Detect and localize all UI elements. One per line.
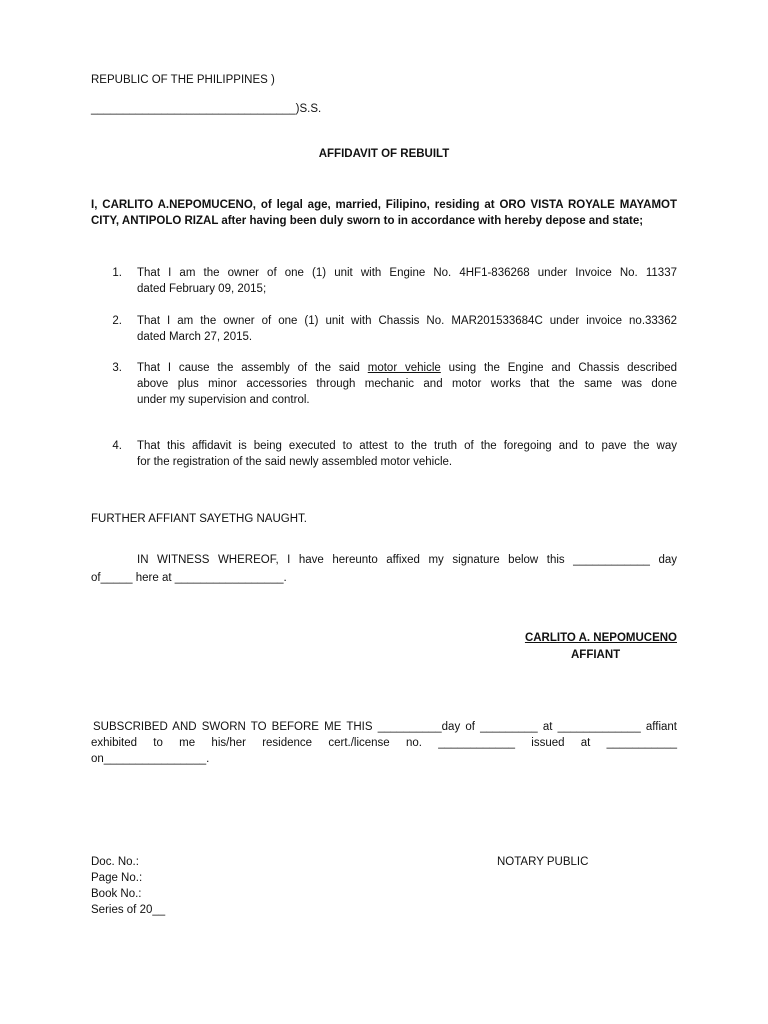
item-text	[137, 438, 677, 470]
affiant-label: AFFIANT	[571, 649, 621, 661]
document-title: AFFIDAVIT OF REBUILT	[318, 148, 450, 160]
item-line: under my supervision and control.	[137, 394, 310, 406]
book-no: Book No.:	[91, 888, 142, 900]
jurat-line-1: SUBSCRIBED AND SWORN TO BEFORE ME THIS __________day of _________ at _____________ affiant	[93, 721, 677, 733]
page-no: Page No.:	[91, 872, 143, 884]
item-line: dated March 27, 2015.	[137, 331, 253, 343]
intro-line-2: CITY, ANTIPOLO RIZAL after having been duly sworn to in accordance with hereby depose and state;	[91, 215, 644, 227]
jurat-line-2: exhibited to me his/her residence cert./license no. ____________ issued at ___________	[91, 737, 677, 749]
doc-no: Doc. No.:	[91, 856, 139, 868]
item-text	[137, 313, 677, 345]
affiant-name: CARLITO A. NEPOMUCENO	[524, 632, 677, 644]
witness-line-2: of_____ here at _________________.	[91, 572, 287, 584]
item-number: 2.	[112, 315, 122, 327]
item-line: above plus minor accessories through mechanic and motor works that the same was done	[137, 378, 677, 390]
witness-line-1: IN WITNESS WHEREOF, I have hereunto affixed my signature below this ____________ day	[137, 554, 677, 566]
series-of: Series of 20__	[91, 904, 166, 916]
item-number: 3.	[112, 362, 122, 374]
item-line: for the registration of the said newly assembled motor vehicle.	[137, 456, 453, 468]
item-number: 4.	[112, 440, 122, 452]
notary-public-label: NOTARY PUBLIC	[497, 856, 589, 868]
item-text	[137, 360, 677, 408]
item-line-segment: That I cause the assembly of the said	[137, 362, 368, 374]
item-line: That this affidavit is being executed to attest to the truth of the foregoing and to pave the way	[137, 440, 677, 452]
item-line: That I am the owner of one (1) unit with Engine No. 4HF1-836268 under Invoice No. 11337	[137, 267, 677, 279]
jurat-line-3: on________________.	[91, 753, 210, 765]
intro-line-1: I, CARLITO A.NEPOMUCENO, of legal age, married, Filipino, residing at ORO VISTA ROYALE MAYAMOT	[91, 199, 677, 211]
item-line: dated February 09, 2015;	[137, 283, 267, 295]
motor-vehicle-underlined: motor vehicle	[367, 362, 441, 374]
item-number: 1.	[112, 267, 122, 279]
venue-line-1: REPUBLIC OF THE PHILIPPINES )	[91, 74, 275, 86]
item-line	[137, 360, 677, 376]
item-line: That I am the owner of one (1) unit with Chassis No. MAR201533684C under invoice no.33362	[137, 315, 677, 327]
venue-line-2: ________________________________)S.S.	[91, 103, 322, 115]
further-affiant: FURTHER AFFIANT SAYETHG NAUGHT.	[91, 513, 307, 525]
item-text	[137, 265, 677, 297]
item-line-segment: using the Engine and Chassis described	[440, 362, 678, 374]
